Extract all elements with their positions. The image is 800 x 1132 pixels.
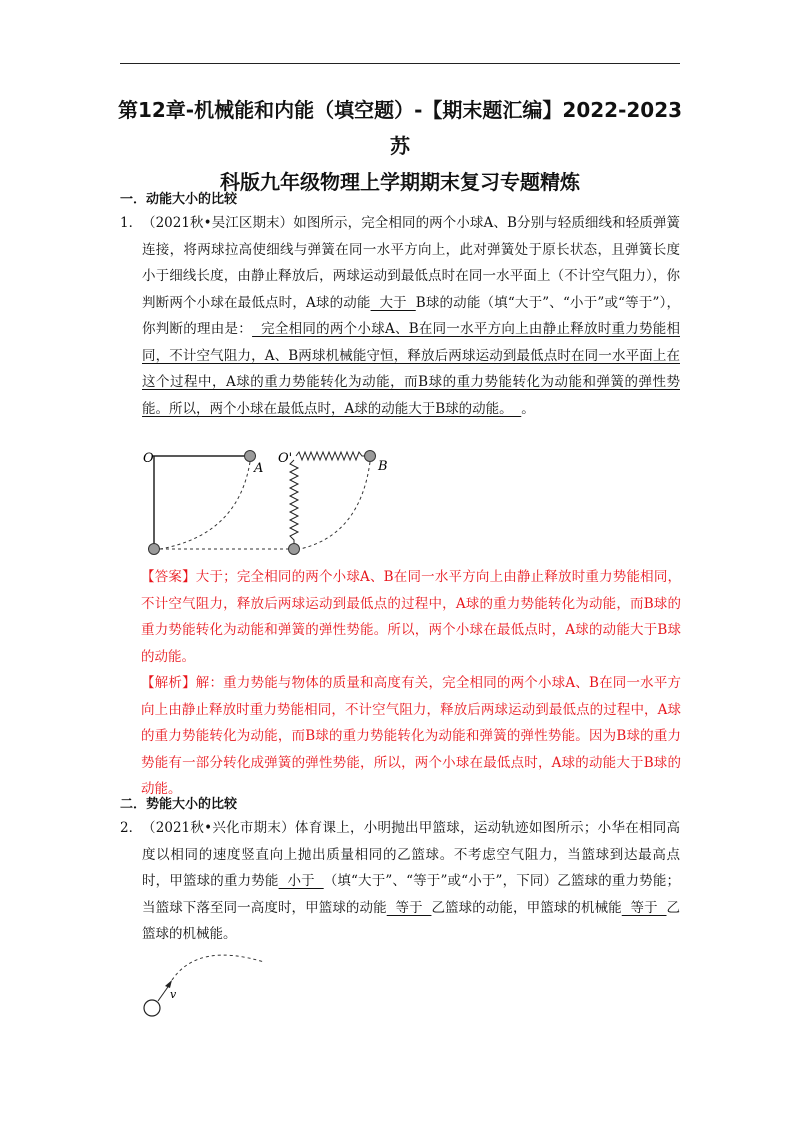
document-title: [110, 92, 690, 200]
question-number: 1．: [120, 215, 143, 231]
section-heading-1: 一．动能大小的比较: [120, 192, 238, 207]
pendulum-figure: [138, 440, 398, 560]
section-heading-2: 二．势能大小的比较: [120, 797, 238, 812]
question-text: 乙篮球的机械能。: [142, 899, 680, 942]
label-o: O: [143, 451, 154, 466]
answer-blank: 等于: [386, 899, 432, 916]
question-number: 2．: [120, 820, 143, 836]
path-b: [300, 462, 370, 549]
ball-b-top: [365, 451, 376, 462]
answer-blank: 小于: [278, 873, 324, 889]
answer-blank: 大于: [370, 294, 416, 311]
ball-b-bottom: [289, 544, 300, 555]
label-b: B: [378, 459, 388, 474]
ball-a-bottom: [149, 544, 160, 555]
question-text: （2021秋•吴江区期末）如图所示，完全相同的两个小球A、B分别与轻质细线和轻质弹簧连接，将两球拉高使细线与弹簧在同一水平方向上，此对弹簧处于原长状态，且弹簧长度小于细线长度，由静止释放后，两球运动到最低点时在同一水平面上（不计空气阻力），你判断两个小球在最低点时，A球的动能: [142, 215, 680, 311]
answer-block: [141, 564, 681, 670]
title-line-1: 第12章-机械能和内能（填空题）-【期末题汇编】2022-2023苏: [117, 98, 683, 158]
answer-text: 大于；完全相同的两个小球A、B在同一水平方向上由静止释放时重力势能相同，不计空气阻力，释放后两球运动到最低点的过程中，A球的重力势能转化为动能，而B球的重力势能转化为动能和弹簧的弹性势能。所以，两个小球在最低点时，A球的动能大于B球的动能。: [141, 569, 682, 665]
analysis-text: 解：重力势能与物体的质量和高度有关，完全相同的两个小球A、B在同一水平方向上由静止释放时重力势能相同，不计空气阻力，释放后两球运动到最低点的过程中，A球的重力势能转化为动能，而B球的重力势能转化为动能和弹簧的弹性势能。因为B球的重力势能有一部分转化成弹簧的弹性势能，所以，两个小球在最低点时，A球的动能大于B球的动能。: [141, 675, 682, 797]
label-o-prime: O': [278, 451, 293, 466]
question-text: 。: [521, 400, 535, 417]
top-rule: [120, 63, 680, 64]
question-text: 乙篮球的动能，甲篮球的机械能: [431, 899, 622, 916]
arrow-head: [165, 980, 172, 988]
question-body: [142, 815, 680, 948]
spring-horizontal: [296, 452, 366, 460]
path-a: [160, 462, 250, 549]
ball-a-top: [245, 451, 256, 462]
question-1: [120, 210, 680, 422]
analysis-block: [141, 670, 681, 803]
question-2: [120, 815, 680, 948]
spring-vertical: [290, 460, 298, 543]
label-v: v: [170, 988, 177, 1001]
question-text: （填“大于”、“等于”或“小于”，下同）乙篮球的重力势能；当篮球下落至同一高度时，甲篮球的动能: [142, 873, 680, 916]
analysis-tag: 【解析】: [141, 675, 196, 691]
label-a: A: [254, 461, 264, 476]
question-text: B球的动能（填“大于”、“小于”或“等于”），你判断的理由是：: [142, 294, 680, 337]
basketball: [144, 1000, 160, 1016]
answer-blank: 等于: [621, 899, 667, 916]
answer-tag: 【答案】: [141, 569, 196, 585]
title-line-2: 科版九年级物理上学期期末复习专题精炼: [220, 170, 580, 194]
trajectory: [172, 955, 264, 980]
basketball-figure: [138, 950, 278, 1020]
answer-blank: 完全相同的两个小球A、B在同一水平方向上由静止释放时重力势能相同，不计空气阻力，A、B两球机械能守恒，释放后两球运动到最低点时在同一水平面上在这个过程中，A球的重力势能转化为动能，而B球的重力势能转化为动能和弹簧的弹性势能。所以，两个小球在最低点时，A球的动能大于B球的动能。: [142, 321, 680, 417]
question-body: [142, 210, 680, 422]
question-text: （2021秋•兴化市期末）体育课上，小明抛出甲篮球，运动轨迹如图所示；小华在相同高度以相同的速度竖直向上抛出质量相同的乙篮球。不考虑空气阻力，当篮球到达最高点时，甲篮球的重力势能: [142, 820, 680, 889]
